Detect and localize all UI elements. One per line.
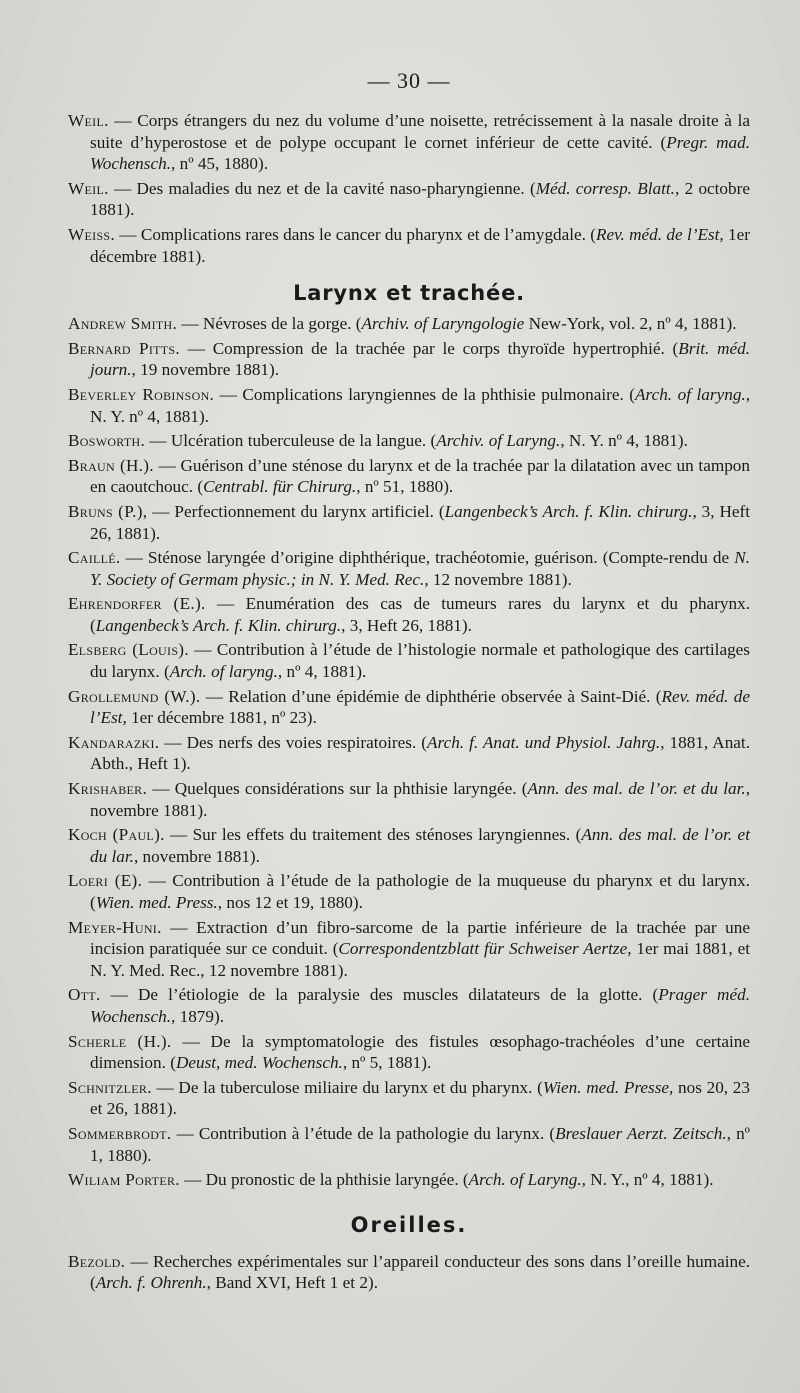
entry-source: Prager méd. Wochensch. bbox=[90, 985, 750, 1026]
entry-author: Bernard Pitts. bbox=[68, 338, 180, 358]
entry-text: — Des nerfs des voies respiratoires. ( bbox=[159, 732, 428, 752]
bibliography-entry bbox=[68, 1123, 750, 1166]
entry-author: Kandarazki. bbox=[68, 732, 160, 752]
entry-author: Bezold. bbox=[68, 1251, 126, 1271]
entry-tail: 1er mai 1881, et N. Y. Med. Rec., 12 novembre 1881). bbox=[90, 939, 750, 980]
entry-text: — Guérison d’une sténose du larynx et de la trachée par la dilatation avec un tampon en caoutchouc. ( bbox=[90, 455, 750, 497]
entry-text: — Recherches expérimentales sur l’appareil conducteur des sons dans l’oreille humaine. ( bbox=[90, 1251, 750, 1293]
bibliography-entry bbox=[68, 501, 750, 544]
entry-source: Arch. of Laryng. bbox=[468, 1170, 582, 1190]
entry-tail: , nos 12 et 19, 1880). bbox=[217, 893, 363, 912]
entry-tail: New-York, vol. 2, nº 4, 1881). bbox=[524, 314, 737, 334]
entry-author: Andrew Smith. bbox=[68, 314, 178, 334]
entry-source: Arch. f. Ohrenh. bbox=[95, 1273, 207, 1293]
bibliography-entry bbox=[68, 1169, 750, 1191]
bibliography-entry bbox=[68, 639, 750, 682]
entry-author: Bruns (P.), bbox=[68, 501, 148, 521]
entry-source: Langenbeck’s Arch. f. Klin. chirurg. bbox=[444, 501, 693, 521]
bibliography-entry bbox=[68, 824, 750, 867]
entry-text: — Compression de la trachée par le corps thyroïde hypertrophié. ( bbox=[179, 338, 679, 358]
bibliography-entry bbox=[68, 686, 750, 729]
entry-text: — De la tuberculose miliaire du larynx et du pharynx. ( bbox=[151, 1077, 543, 1097]
entry-tail: , Band XVI, Heft 1 et 2). bbox=[206, 1273, 378, 1293]
entry-author: Sommerbrodt. bbox=[68, 1123, 172, 1143]
bibliography-entry bbox=[68, 732, 750, 775]
entry-tail: , novembre 1881). bbox=[133, 846, 260, 866]
entry-text: — Du pronostic de la phthisie laryngée. ( bbox=[179, 1170, 469, 1190]
bibliography-entry bbox=[68, 1251, 750, 1294]
entry-tail: , 1879). bbox=[171, 1006, 224, 1026]
entry-author: Beverley Robinson. bbox=[68, 384, 215, 404]
bibliography-entry bbox=[68, 547, 750, 590]
entry-author: Bosworth. bbox=[68, 431, 146, 451]
page-number: — 30 — bbox=[367, 68, 451, 93]
section-larynx bbox=[68, 313, 750, 1191]
entry-tail: , nº 5, 1881). bbox=[342, 1053, 432, 1073]
bibliography-entry bbox=[68, 455, 750, 498]
entry-source: Centrabl. für Chirurg. bbox=[203, 477, 357, 497]
entry-source: Pregr. mad. Wochensch. bbox=[90, 132, 751, 174]
entry-source: Arch. of laryng. bbox=[169, 662, 278, 682]
entry-tail: , 2 octobre 1881). bbox=[90, 178, 750, 220]
entry-text: — Sténose laryngée d’origine diphthérique, trachéotomie, guérison. (Compte-rendu de bbox=[120, 548, 735, 568]
entry-source: N. Y. Society of Germam physic.; in N. Y. Med. Rec. bbox=[90, 548, 750, 589]
entry-source: Breslauer Aerzt. Zeitsch. bbox=[555, 1123, 727, 1143]
entry-text: — Quelques considérations sur la phthisie laryngée. ( bbox=[147, 779, 528, 799]
entry-tail: , 3, Heft 26, 1881). bbox=[90, 501, 751, 543]
entry-text: — Enumération des cas de tumeurs rares du larynx et du pharynx. ( bbox=[90, 594, 750, 635]
entry-author: Loeri (E). bbox=[68, 871, 143, 891]
bibliography-entry bbox=[68, 778, 750, 821]
entry-text: — Perfectionnement du larynx artificiel. ( bbox=[147, 501, 445, 521]
entry-source: Langenbeck’s Arch. f. Klin. chirurg. bbox=[95, 615, 342, 635]
bibliography-entry bbox=[68, 870, 750, 913]
entry-source: Ann. des mal. de l’or. et du lar. bbox=[90, 825, 750, 866]
entry-text: — Complications rares dans le cancer du pharynx et de l’amygdale. ( bbox=[115, 224, 597, 244]
bibliography-entry bbox=[68, 917, 750, 982]
section-oreilles bbox=[68, 1251, 750, 1294]
entry-tail: 1er décembre 1881, nº 23). bbox=[126, 708, 317, 728]
entry-author: Weiss. bbox=[68, 224, 115, 244]
entry-text: — Relation d’une épidémie de diphthérie observée à Saint-Dié. ( bbox=[200, 686, 662, 706]
entry-text: — Sur les effets du traitement des sténoses laryngiennes. ( bbox=[164, 825, 582, 845]
entry-text: — Contribution à l’étude de la pathologie de la muqueuse du pharynx et du larynx. ( bbox=[90, 871, 750, 912]
bibliography-entry bbox=[68, 1031, 750, 1074]
entry-tail: nos 20, 23 et 26, 1881). bbox=[90, 1077, 750, 1119]
entry-source: Méd. corresp. Blatt. bbox=[535, 178, 675, 198]
entry-tail: 1er décembre 1881). bbox=[90, 224, 750, 266]
entry-tail: , nº 4, 1881). bbox=[277, 662, 367, 682]
entry-author: Ott. bbox=[68, 985, 101, 1005]
entry-source: Rev. méd. de l’Est, bbox=[596, 224, 724, 244]
entry-author: Caillé. bbox=[68, 548, 121, 568]
entry-text: — Complications laryngiennes de la phthisie pulmonaire. ( bbox=[214, 384, 636, 404]
entry-author: Ehrendorfer (E.). bbox=[68, 594, 206, 614]
entry-text: — Contribution à l’étude de la pathologie du larynx. ( bbox=[171, 1123, 556, 1143]
bibliography-entry bbox=[68, 224, 750, 267]
entry-author: Grollemund (W.). bbox=[68, 686, 201, 706]
bibliography-entry bbox=[68, 313, 750, 335]
bibliography-entry bbox=[68, 430, 750, 452]
entry-source: Archiv. of Laryng. bbox=[436, 431, 561, 451]
entry-text: — Corps étrangers du nez du volume d’une noisette, retrécissement à la nasale droite à la suite d’hyperostose et de polype occupant le cornet inférieur de cette cavité. ( bbox=[90, 111, 750, 152]
entry-author: Koch (Paul). bbox=[68, 825, 165, 845]
entry-author: Krishaber. bbox=[68, 779, 148, 799]
entry-tail: , nº 45, 1880). bbox=[171, 154, 268, 174]
entry-source: Deust, med. Wochensch. bbox=[175, 1053, 343, 1073]
section-nez bbox=[68, 110, 750, 267]
entry-author: Elsberg (Louis). bbox=[68, 640, 189, 660]
bibliography-entry bbox=[68, 110, 750, 175]
entry-tail: , N. Y. nº 4, 1881). bbox=[560, 431, 688, 451]
entry-author: Meyer-Huni. bbox=[68, 917, 162, 937]
entry-text: — Extraction d’un fibro-sarcome de la partie inférieure de la trachée par une incision paratiquée sur ce conduit. ( bbox=[90, 917, 750, 959]
section-heading-oreilles: Oreilles. bbox=[350, 1212, 468, 1237]
bibliography-entry bbox=[68, 593, 750, 636]
entry-source: Archiv. of Laryngologie bbox=[361, 314, 525, 334]
entry-source: Wien. med. Press. bbox=[95, 893, 218, 912]
entry-source: Brit. méd. journ. bbox=[90, 338, 751, 380]
bibliography-entry bbox=[68, 984, 750, 1027]
entry-author: Weil. bbox=[68, 111, 109, 130]
entry-author: Braun (H.). bbox=[68, 455, 154, 475]
entry-text: — De l’étiologie de la paralysie des muscles dilatateurs de la glotte. ( bbox=[100, 985, 659, 1005]
entry-text: — De la symptomatologie des fistules œsophago-trachéoles d’une certaine dimension. ( bbox=[90, 1031, 750, 1073]
entry-source: Arch. f. Anat. und Physiol. Jahrg. bbox=[427, 732, 661, 752]
entry-source: Arch. of laryng. bbox=[635, 384, 746, 404]
entry-tail: , nº 1, 1880). bbox=[90, 1123, 751, 1165]
entry-source: Correspondentzblatt für Schweiser Aertze, bbox=[338, 939, 632, 959]
bibliography-entry bbox=[68, 338, 750, 381]
section-heading-larynx: Larynx et trachée. bbox=[293, 281, 525, 306]
entry-author: Wiliam Porter. bbox=[68, 1170, 180, 1190]
entry-source: Rev. méd. de l’Est, bbox=[90, 686, 750, 728]
entry-author: Schnitzler. bbox=[68, 1077, 152, 1097]
bibliography-entry bbox=[68, 384, 750, 427]
bibliography-entry bbox=[68, 178, 750, 221]
entry-tail: , 1881, Anat. Abth., Heft 1). bbox=[90, 732, 750, 774]
entry-tail: , N. Y., nº 4, 1881). bbox=[581, 1170, 714, 1190]
entry-text: — Des maladies du nez et de la cavité naso-pharyngienne. ( bbox=[108, 178, 536, 198]
entry-text: — Contribution à l’étude de l’histologie normale et pathologique des cartilages du larynx. ( bbox=[90, 640, 750, 682]
entry-tail: , nº 51, 1880). bbox=[356, 477, 454, 497]
entry-author: Scherle (H.). bbox=[68, 1031, 172, 1051]
entry-text: — Névroses de la gorge. ( bbox=[177, 314, 362, 334]
entry-source: Wien. med. Presse, bbox=[542, 1077, 674, 1097]
entry-tail: , novembre 1881). bbox=[90, 779, 751, 820]
entry-tail: , 3, Heft 26, 1881). bbox=[341, 615, 472, 635]
bibliography-entry bbox=[68, 1077, 750, 1120]
entry-text: — Ulcération tuberculeuse de la langue. ( bbox=[145, 431, 437, 451]
entry-tail: , 12 novembre 1881). bbox=[424, 569, 572, 589]
entry-author: Weil. bbox=[68, 178, 109, 198]
entry-tail: , 19 novembre 1881). bbox=[131, 360, 280, 380]
entry-source: Ann. des mal. de l’or. et du lar. bbox=[527, 779, 746, 799]
entry-tail: , N. Y. nº 4, 1881). bbox=[90, 384, 751, 426]
